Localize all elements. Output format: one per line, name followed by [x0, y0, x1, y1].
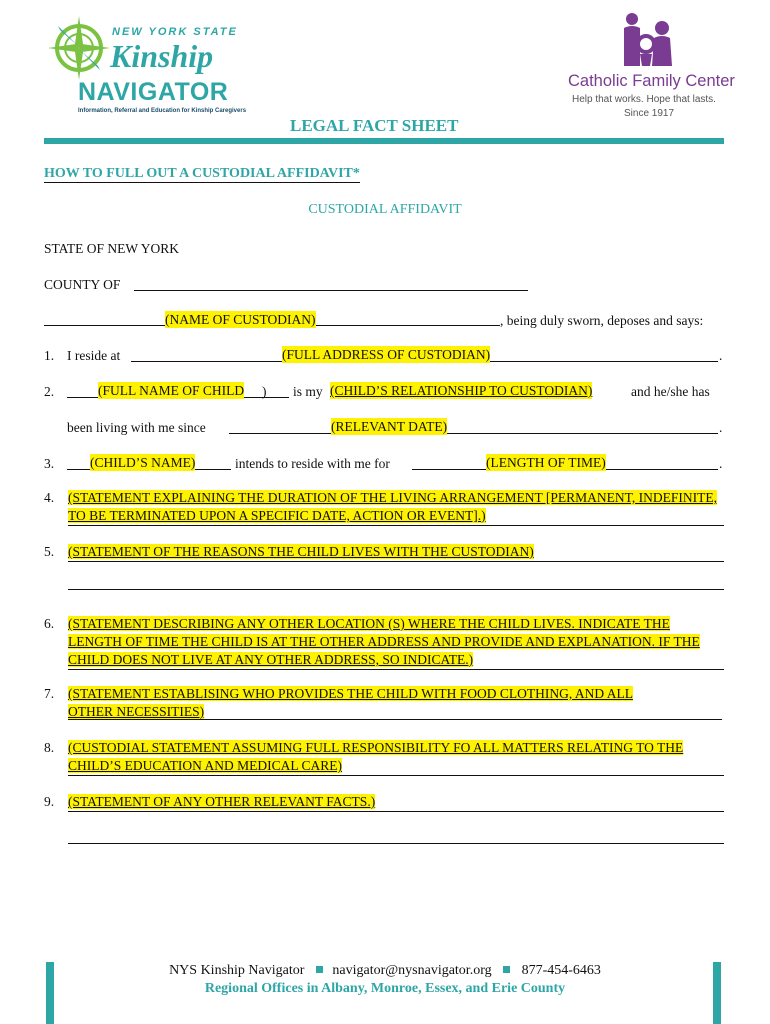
page-title: LEGAL FACT SHEET — [290, 116, 459, 135]
item-1-field: (FULL ADDRESS OF CUSTODIAN) — [282, 347, 491, 362]
footer-email[interactable]: navigator@nysnavigator.org — [332, 963, 492, 978]
compass-icon — [46, 14, 112, 84]
item-2-num: 2. — [44, 384, 55, 399]
kinship-navigator-logo — [46, 12, 256, 117]
item-6-num: 6. — [44, 616, 55, 631]
item-8-statement[interactable] — [68, 739, 724, 776]
item-4-text: (STATEMENT EXPLAINING THE DURATION OF THE LIVING ARRANGEMENT [PERMANENT, INDEFINITE, TO BE TERMINATED UPON A SPECIFIC DATE, ACTION OR EVENT].) — [68, 490, 718, 523]
footer-contact — [0, 963, 770, 979]
item-2-end: and he/she has — [631, 384, 710, 399]
item-3-num: 3. — [44, 456, 55, 471]
custodian-sworn-text: , being duly sworn, deposes and says: — [500, 313, 704, 328]
custodian-field: (NAME OF CUSTODIAN) — [165, 312, 316, 327]
item-6-text: (STATEMENT DESCRIBING ANY OTHER LOCATION (S) WHERE THE CHILD LIVES. INDICATE THE LENGTH OF TIME THE CHILD IS AT THE OTHER ADDRESS AND PROVIDE AND EXPLANATION. IF THE CHILD DOES NOT LIVE AT ANY OTHER ADDRESS, SO INDICATE.) — [68, 616, 700, 667]
section-heading — [44, 166, 360, 182]
item-1-num: 1. — [44, 348, 55, 363]
item-2-field-1: (FULL NAME OF CHILD — [98, 383, 245, 398]
item-3-mid: intends to reside with me for — [235, 456, 390, 471]
logo-top-text: NEW YORK STATE — [112, 26, 238, 38]
item-7-num: 7. — [44, 686, 55, 701]
item-1-end: . — [719, 348, 723, 363]
cfc-since: Since 1917 — [624, 108, 675, 119]
cfc-name: Catholic Family Center — [568, 72, 735, 90]
county-blank[interactable] — [134, 290, 528, 291]
item-5-extra-line[interactable] — [68, 589, 724, 590]
item-7-statement[interactable] — [68, 685, 668, 721]
footer-offices: Regional Offices in Albany, Monroe, Essex, and Erie County — [204, 981, 566, 996]
item-2-line-2: been living with me since — [67, 420, 206, 435]
item-8-num: 8. — [44, 740, 55, 755]
item-6-statement[interactable] — [68, 615, 724, 670]
footer-bullet-icon — [316, 966, 323, 973]
item-5-num: 5. — [44, 544, 55, 559]
item-2-end-2: . — [719, 420, 723, 435]
item-7-line[interactable] — [68, 719, 722, 720]
logo-sub-text: NAVIGATOR — [78, 78, 229, 106]
logo-tagline: Information, Referral and Education for Kinship Caregivers — [78, 108, 247, 114]
footer-phone[interactable]: 877-454-6463 — [521, 963, 601, 978]
title-rule — [44, 138, 724, 144]
item-5-statement[interactable] — [68, 543, 724, 562]
item-8-text: (CUSTODIAL STATEMENT ASSUMING FULL RESPONSIBILITY FO ALL MATTERS RELATING TO THE CHILD’S EDUCATION AND MEDICAL CARE) — [68, 740, 684, 773]
doc-title: CUSTODIAL AFFIDAVIT — [308, 202, 462, 217]
item-9-extra-line[interactable] — [68, 843, 724, 844]
footer-org: NYS Kinship Navigator — [169, 963, 305, 978]
item-7-text: (STATEMENT ESTABLISING WHO PROVIDES THE CHILD WITH FOOD CLOTHING, AND ALL OTHER NECESSITIES) — [68, 686, 633, 719]
item-3-field-2: (LENGTH OF TIME) — [486, 455, 606, 470]
cfc-tagline: Help that works. Hope that lasts. — [572, 94, 716, 105]
item-2-mid: is my — [293, 384, 323, 399]
logo-main-text: Kinship — [110, 38, 214, 74]
item-9-num: 9. — [44, 794, 55, 809]
item-4-num: 4. — [44, 490, 55, 505]
item-5-text: (STATEMENT OF THE REASONS THE CHILD LIVES WITH THE CUSTODIAN) — [68, 544, 534, 559]
item-2-blank-2[interactable] — [229, 433, 718, 434]
footer-bullet-icon — [503, 966, 510, 973]
county-line: COUNTY OF — [44, 277, 121, 292]
state-line: STATE OF NEW YORK — [44, 241, 180, 256]
item-1-prefix: I reside at — [67, 348, 121, 363]
item-2-field-2: (CHILD’S RELATIONSHIP TO CUSTODIAN) — [330, 383, 593, 398]
catholic-family-center-logo — [566, 10, 735, 125]
item-3-end: . — [719, 456, 723, 471]
item-4-statement[interactable] — [68, 489, 724, 526]
item-3-field-1: (CHILD’S NAME) — [90, 455, 196, 470]
item-2-paren: ) — [262, 384, 267, 399]
section-heading-text: HOW TO FULL OUT A CUSTODIAL AFFIDAVIT* — [44, 166, 360, 181]
item-2-field-3: (RELEVANT DATE) — [331, 419, 448, 434]
family-icon — [618, 10, 678, 68]
item-9-text: (STATEMENT OF ANY OTHER RELEVANT FACTS.) — [68, 794, 376, 809]
item-9-statement[interactable] — [68, 793, 724, 812]
